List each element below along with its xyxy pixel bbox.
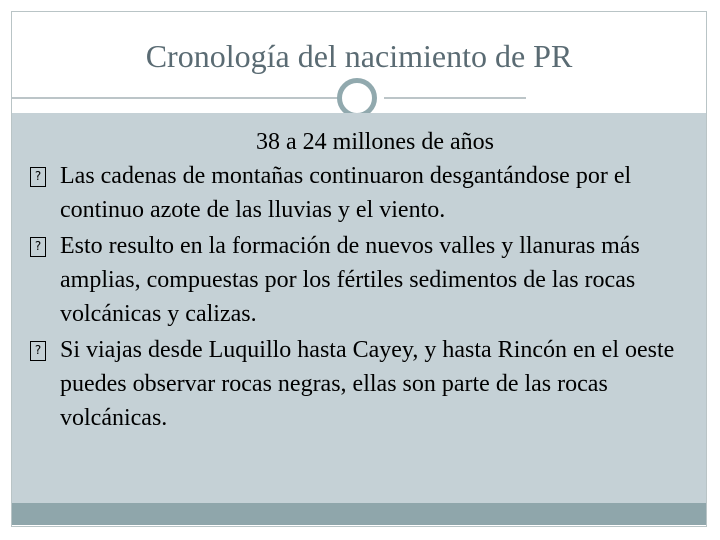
slide-subtitle: 38 a 24 millones de años bbox=[256, 129, 494, 155]
missing-glyph-icon: ? bbox=[30, 341, 46, 361]
title-divider-left bbox=[12, 97, 342, 99]
bullet-item bbox=[30, 229, 680, 331]
title-divider-right bbox=[384, 97, 526, 99]
missing-glyph-icon: ? bbox=[30, 167, 46, 187]
missing-glyph-icon: ? bbox=[30, 237, 46, 257]
slide-title: Cronología del nacimiento de PR bbox=[145, 38, 573, 74]
bullet-item bbox=[30, 333, 680, 435]
bullet-text: Si viajas desde Luquillo hasta Cayey, y hasta Rincón en el oeste puedes observar rocas negras, ellas son parte de las rocas volcánicas. bbox=[60, 337, 675, 431]
footer-bar bbox=[12, 503, 706, 525]
content-text bbox=[30, 125, 680, 437]
divider-ring-icon bbox=[337, 78, 377, 118]
bullet-text: Esto resulto en la formación de nuevos valles y llanuras más amplias, compuestas por los fértiles sedimentos de las rocas volcánicas y calizas. bbox=[60, 233, 640, 327]
bullet-text: Las cadenas de montañas continuaron desgantándose por el continuo azote de las lluvias y el viento. bbox=[60, 163, 632, 223]
bullet-item bbox=[30, 159, 680, 227]
